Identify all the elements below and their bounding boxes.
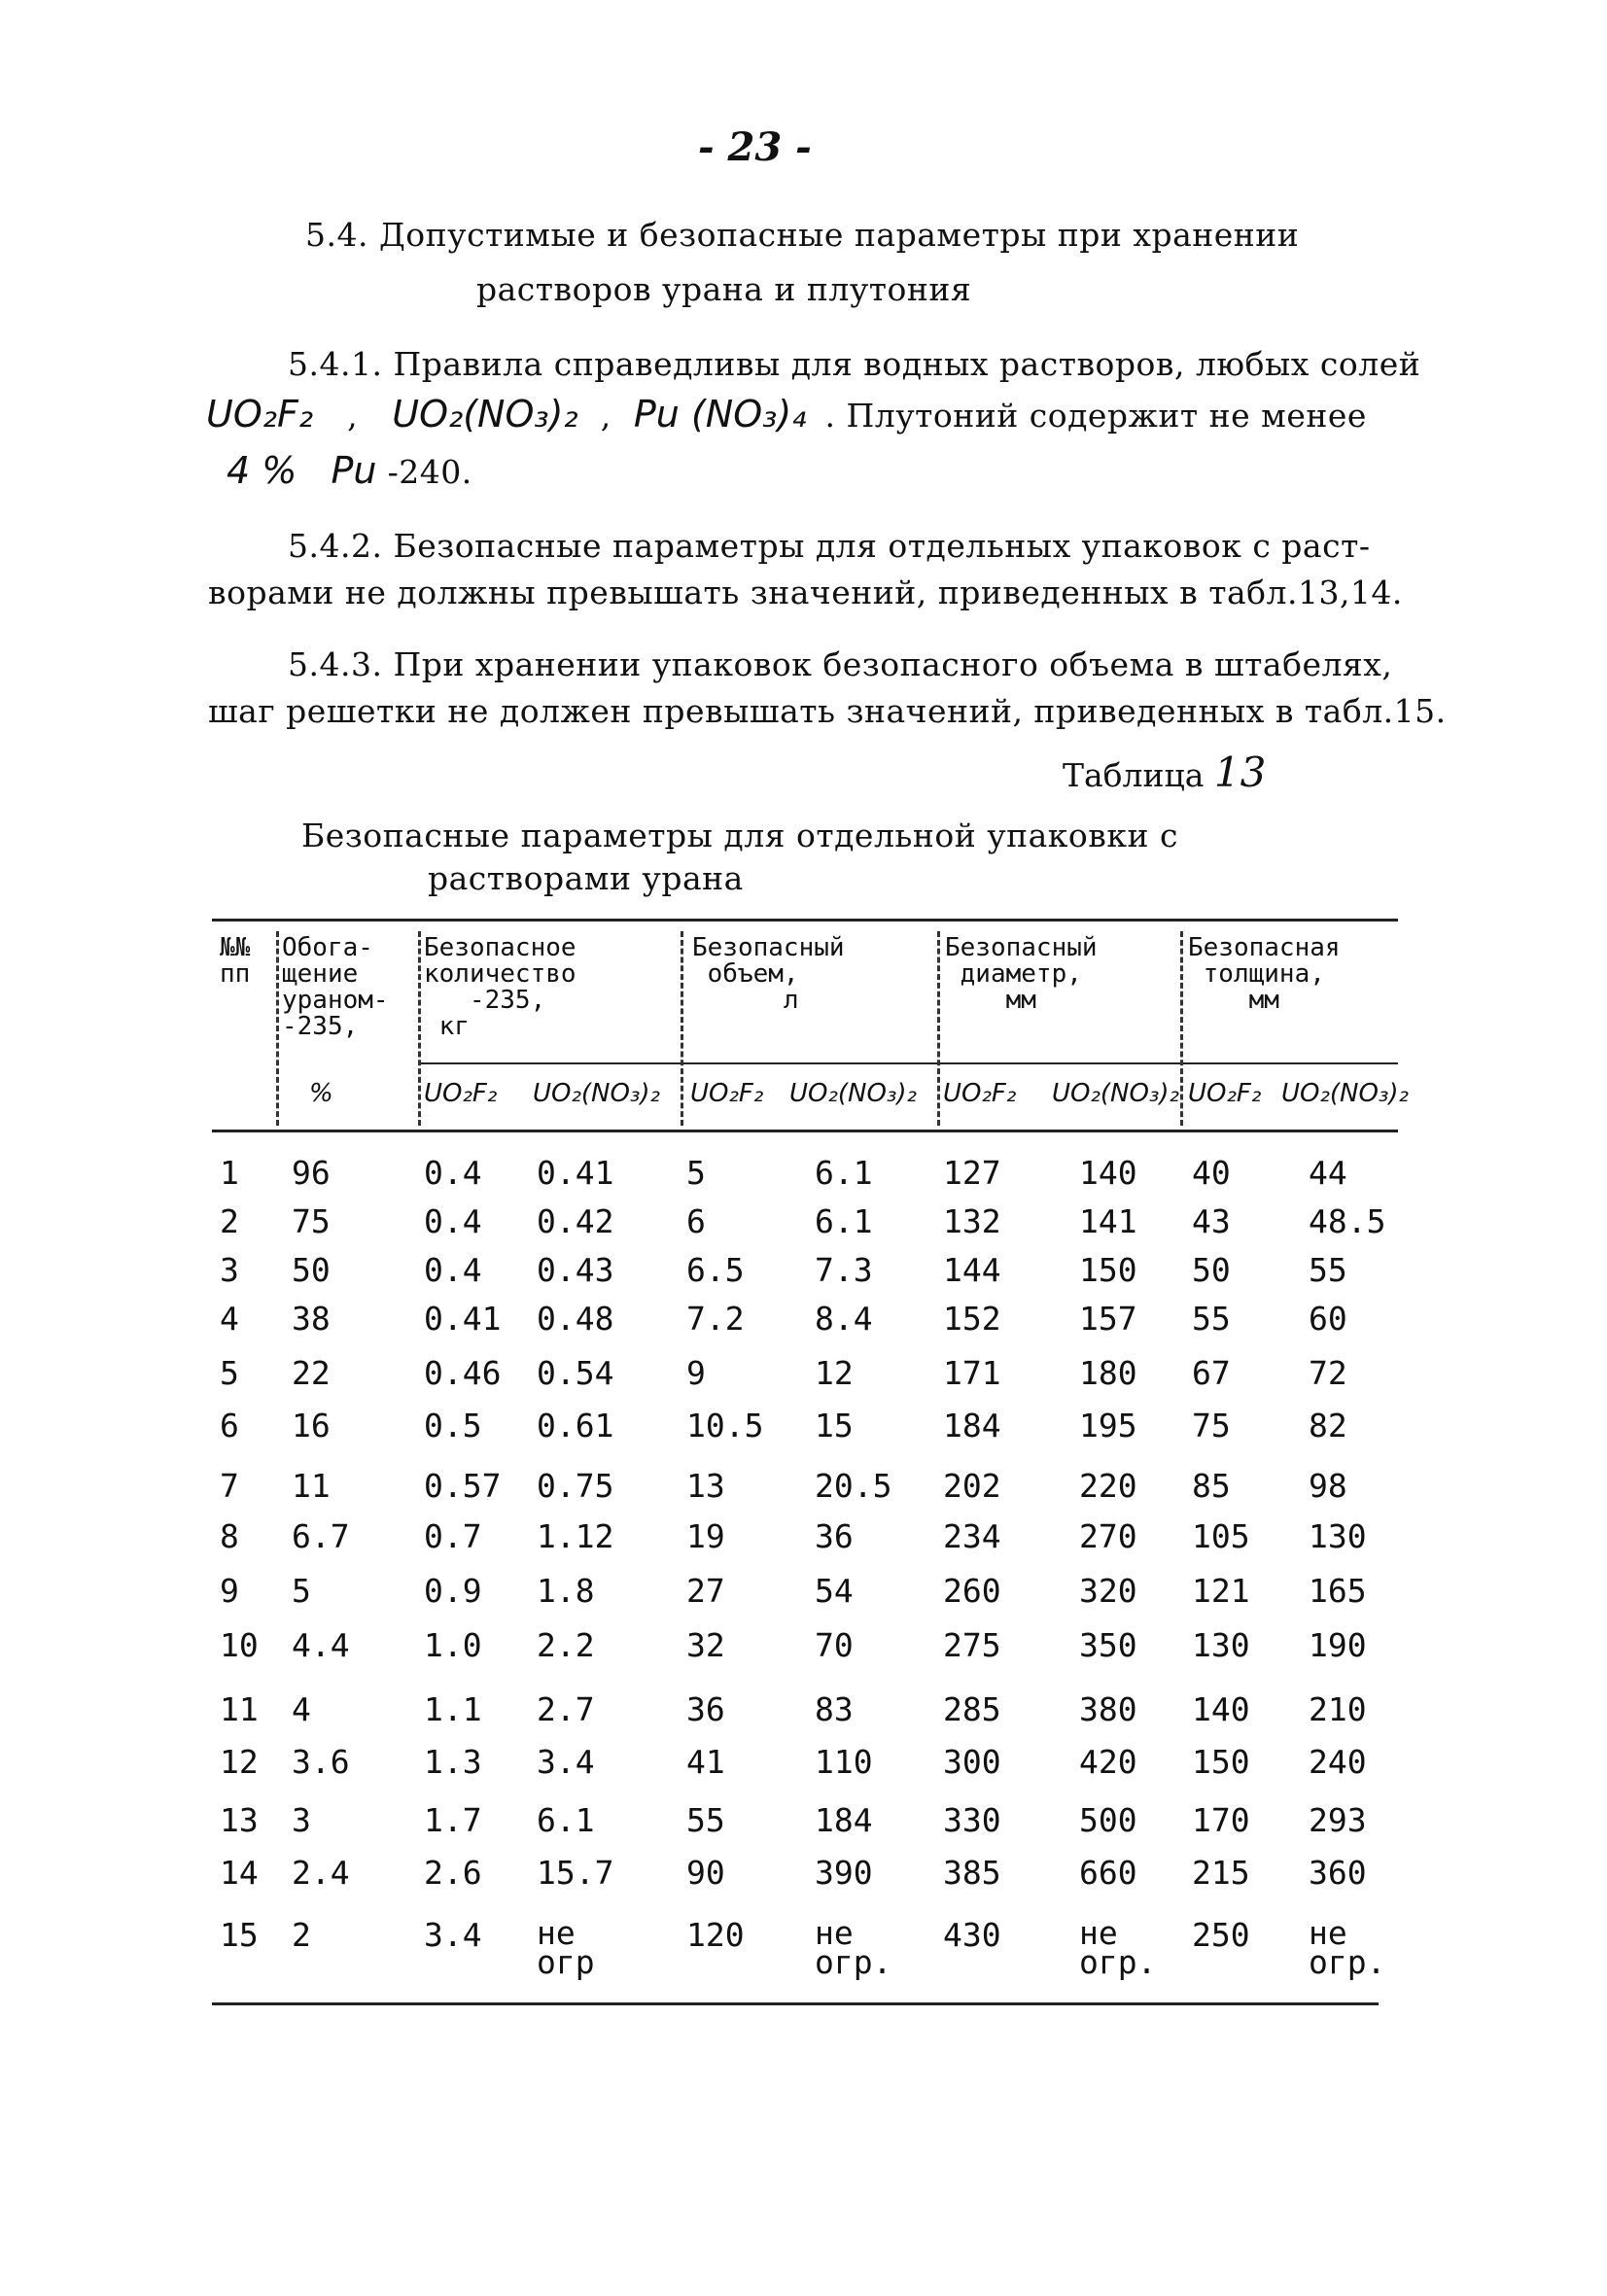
table-col-divider: [276, 931, 279, 1126]
header-row-number: №№ пп: [220, 933, 251, 989]
cell-thick-uo2f2: 75: [1192, 1407, 1231, 1444]
cell-thick-uo2f2: 40: [1192, 1154, 1231, 1192]
cell-diam-uranyl-nitrate: 220: [1079, 1467, 1137, 1505]
cell-thick-uranyl-nitrate: 165: [1309, 1572, 1367, 1610]
cell-qty-uranyl-nitrate: 2.7: [537, 1690, 595, 1728]
table-label: [1063, 748, 1266, 796]
cell-enrichment: 2.4: [292, 1854, 350, 1892]
cell-vol-uranyl-nitrate: 8.4: [815, 1300, 873, 1338]
subheader-uo2f2: UO₂F₂: [690, 1079, 764, 1108]
cell-qty-uo2f2: 1.0: [424, 1626, 482, 1664]
cell-vol-uo2f2: 32: [686, 1626, 725, 1664]
cell-diam-uo2f2: 132: [943, 1202, 1001, 1240]
page-number: - 23 -: [698, 124, 812, 170]
cell-vol-uo2f2: 27: [686, 1572, 725, 1610]
table-col-divider: [681, 931, 683, 1126]
cell-qty-uranyl-nitrate: 0.48: [537, 1300, 614, 1338]
cell-diam-uranyl-nitrate: 150: [1079, 1251, 1137, 1289]
cell-thick-uranyl-nitrate: 82: [1309, 1407, 1347, 1444]
section-title-line-1: 5.4. Допустимые и безопасные параметры при хранении: [305, 216, 1300, 254]
subheader-uranyl-nitrate: UO₂(NO₃)₂: [533, 1079, 660, 1108]
cell-diam-uo2f2: 202: [943, 1467, 1001, 1505]
cell-qty-uranyl-nitrate: 6.1: [537, 1801, 595, 1839]
cell-diam-uranyl-nitrate: 660: [1079, 1854, 1137, 1892]
cell-vol-uo2f2: 41: [686, 1743, 725, 1781]
cell-vol-uranyl-nitrate: 7.3: [815, 1251, 873, 1289]
subheader-uranyl-nitrate: UO₂(NO₃)₂: [789, 1079, 917, 1108]
cell-qty-uo2f2: 0.9: [424, 1572, 482, 1610]
cell-vol-uo2f2: 6: [686, 1202, 706, 1240]
cell-enrichment: 50: [292, 1251, 331, 1289]
cell-enrichment: 3: [292, 1801, 311, 1839]
cell-enrichment: 38: [292, 1300, 331, 1338]
subheader-uo2f2: UO₂F₂: [943, 1079, 1017, 1108]
separator: ,: [347, 397, 359, 435]
formula-uo2f2: UO₂F₂: [206, 393, 314, 435]
cell-diam-uranyl-nitrate: 270: [1079, 1517, 1137, 1555]
cell-vol-uo2f2: 19: [686, 1517, 725, 1555]
cell-qty-uranyl-nitrate: 0.42: [537, 1202, 614, 1240]
table-label-word: Таблица: [1063, 756, 1205, 794]
cell-thick-uo2f2: 121: [1192, 1572, 1250, 1610]
cell-thick-uranyl-nitrate: 190: [1309, 1626, 1367, 1664]
cell-vol-uranyl-nitrate: 20.5: [815, 1467, 892, 1505]
cell-diam-uo2f2: 184: [943, 1407, 1001, 1444]
cell-enrichment: 22: [292, 1354, 331, 1392]
cell-thick-uo2f2: 67: [1192, 1354, 1231, 1392]
para-5-4-1-line-2: [206, 393, 1367, 435]
cell-thick-uo2f2: 140: [1192, 1690, 1250, 1728]
cell-qty-uranyl-nitrate: 0.61: [537, 1407, 614, 1444]
cell-qty-uo2f2: 1.1: [424, 1690, 482, 1728]
cell-qty-uo2f2: 0.46: [424, 1354, 502, 1392]
cell-diam-uo2f2: 430: [943, 1916, 1001, 1954]
cell-diam-uranyl-nitrate: 195: [1079, 1407, 1137, 1444]
table-top-rule: [212, 919, 1398, 922]
subheader-uo2f2: UO₂F₂: [1188, 1079, 1262, 1108]
cell-row-number: 13: [220, 1801, 259, 1839]
cell-diam-uranyl-nitrate: 420: [1079, 1743, 1137, 1781]
cell-enrichment: 3.6: [292, 1743, 350, 1781]
cell-row-number: 3: [220, 1251, 239, 1289]
cell-diam-uranyl-nitrate: 157: [1079, 1300, 1137, 1338]
cell-enrichment: 96: [292, 1154, 331, 1192]
cell-thick-uranyl-nitrate: 210: [1309, 1690, 1367, 1728]
cell-qty-uo2f2: 0.57: [424, 1467, 502, 1505]
cell-diam-uo2f2: 234: [943, 1517, 1001, 1555]
cell-diam-uo2f2: 260: [943, 1572, 1001, 1610]
para-5-4-3-line-1: 5.4.3. При хранении упаковок безопасного объема в штабелях,: [288, 645, 1393, 683]
cell-qty-uo2f2: 0.5: [424, 1407, 482, 1444]
cell-diam-uranyl-nitrate: 500: [1079, 1801, 1137, 1839]
cell-vol-uo2f2: 9: [686, 1354, 706, 1392]
table-label-number: 13: [1213, 748, 1267, 796]
separator: ,: [600, 397, 611, 435]
pu-symbol-handwritten: Pu: [331, 449, 377, 492]
cell-vol-uo2f2: 13: [686, 1467, 725, 1505]
para-5-4-1-line-2-tail: . Плутоний содержит не менее: [824, 397, 1367, 435]
cell-qty-uranyl-nitrate: 0.41: [537, 1154, 614, 1192]
para-5-4-3-line-2: шаг решетки не должен превышать значений, приведенных в табл.15.: [208, 692, 1447, 730]
cell-qty-uo2f2: 1.7: [424, 1801, 482, 1839]
cell-thick-uo2f2: 105: [1192, 1517, 1250, 1555]
cell-qty-uranyl-nitrate: 0.75: [537, 1467, 614, 1505]
cell-qty-uranyl-nitrate: 15.7: [537, 1854, 614, 1892]
cell-diam-uo2f2: 285: [943, 1690, 1001, 1728]
table-subheader-rule: [418, 1062, 1398, 1064]
cell-thick-uo2f2: 55: [1192, 1300, 1231, 1338]
header-safe-volume: Безопасный объем, л: [692, 933, 845, 1015]
cell-vol-uranyl-nitrate: 83: [815, 1690, 854, 1728]
cell-vol-uranyl-nitrate: не огр.: [815, 1914, 892, 1981]
cell-diam-uranyl-nitrate: 180: [1079, 1354, 1137, 1392]
cell-qty-uranyl-nitrate: не огр: [537, 1914, 595, 1981]
table-col-divider: [418, 931, 421, 1126]
cell-row-number: 10: [220, 1626, 259, 1664]
cell-thick-uo2f2: 150: [1192, 1743, 1250, 1781]
para-5-4-2-line-2: ворами не должны превышать значений, приведенных в табл.13,14.: [208, 574, 1403, 611]
cell-vol-uranyl-nitrate: 110: [815, 1743, 873, 1781]
table-col-divider: [937, 931, 940, 1126]
cell-diam-uranyl-nitrate: 350: [1079, 1626, 1137, 1664]
cell-diam-uo2f2: 127: [943, 1154, 1001, 1192]
cell-thick-uranyl-nitrate: 130: [1309, 1517, 1367, 1555]
cell-enrichment: 11: [292, 1467, 331, 1505]
cell-thick-uo2f2: 250: [1192, 1916, 1250, 1954]
table-col-divider: [1180, 931, 1183, 1126]
cell-thick-uo2f2: 85: [1192, 1467, 1231, 1505]
cell-thick-uo2f2: 130: [1192, 1626, 1250, 1664]
table-caption-line-2: растворами урана: [428, 859, 744, 897]
cell-diam-uo2f2: 275: [943, 1626, 1001, 1664]
cell-qty-uo2f2: 0.4: [424, 1251, 482, 1289]
cell-vol-uranyl-nitrate: 184: [815, 1801, 873, 1839]
cell-row-number: 2: [220, 1202, 239, 1240]
cell-enrichment: 2: [292, 1916, 311, 1954]
cell-thick-uranyl-nitrate: 48.5: [1309, 1202, 1386, 1240]
cell-row-number: 7: [220, 1467, 239, 1505]
cell-thick-uranyl-nitrate: 240: [1309, 1743, 1367, 1781]
pu-isotope: -240.: [387, 453, 472, 491]
cell-thick-uranyl-nitrate: 293: [1309, 1801, 1367, 1839]
cell-row-number: 15: [220, 1916, 259, 1954]
cell-thick-uranyl-nitrate: 44: [1309, 1154, 1347, 1192]
cell-enrichment: 4.4: [292, 1626, 350, 1664]
pu-fraction-handwritten: 4 %: [227, 449, 297, 492]
subheader-uo2f2: UO₂F₂: [424, 1079, 498, 1108]
cell-diam-uranyl-nitrate: не огр.: [1079, 1914, 1157, 1981]
cell-qty-uo2f2: 3.4: [424, 1916, 482, 1954]
cell-vol-uranyl-nitrate: 6.1: [815, 1202, 873, 1240]
cell-enrichment: 6.7: [292, 1517, 350, 1555]
cell-qty-uranyl-nitrate: 1.8: [537, 1572, 595, 1610]
cell-diam-uranyl-nitrate: 141: [1079, 1202, 1137, 1240]
cell-vol-uo2f2: 10.5: [686, 1407, 764, 1444]
table-bottom-rule: [212, 2002, 1379, 2005]
para-5-4-1-line-1: 5.4.1. Правила справедливы для водных растворов, любых солей: [288, 345, 1421, 383]
cell-qty-uo2f2: 1.3: [424, 1743, 482, 1781]
cell-vol-uo2f2: 6.5: [686, 1251, 745, 1289]
cell-diam-uranyl-nitrate: 320: [1079, 1572, 1137, 1610]
cell-diam-uranyl-nitrate: 140: [1079, 1154, 1137, 1192]
cell-vol-uo2f2: 90: [686, 1854, 725, 1892]
cell-qty-uo2f2: 0.4: [424, 1154, 482, 1192]
table-caption-line-1: Безопасные параметры для отдельной упаковки с: [301, 817, 1178, 854]
cell-vol-uranyl-nitrate: 54: [815, 1572, 854, 1610]
cell-enrichment: 75: [292, 1202, 331, 1240]
cell-vol-uo2f2: 7.2: [686, 1300, 745, 1338]
subheader-uranyl-nitrate: UO₂(NO₃)₂: [1281, 1079, 1409, 1108]
cell-vol-uranyl-nitrate: 15: [815, 1407, 854, 1444]
cell-vol-uo2f2: 36: [686, 1690, 725, 1728]
cell-qty-uranyl-nitrate: 3.4: [537, 1743, 595, 1781]
cell-vol-uranyl-nitrate: 12: [815, 1354, 854, 1392]
cell-thick-uranyl-nitrate: 72: [1309, 1354, 1347, 1392]
cell-row-number: 12: [220, 1743, 259, 1781]
cell-diam-uo2f2: 144: [943, 1251, 1001, 1289]
header-safe-thickness: Безопасная толщина, мм: [1188, 933, 1341, 1015]
cell-row-number: 8: [220, 1517, 239, 1555]
cell-thick-uranyl-nitrate: 60: [1309, 1300, 1347, 1338]
cell-qty-uranyl-nitrate: 0.43: [537, 1251, 614, 1289]
cell-thick-uo2f2: 170: [1192, 1801, 1250, 1839]
cell-qty-uo2f2: 2.6: [424, 1854, 482, 1892]
cell-qty-uo2f2: 0.4: [424, 1202, 482, 1240]
cell-diam-uranyl-nitrate: 380: [1079, 1690, 1137, 1728]
cell-thick-uo2f2: 43: [1192, 1202, 1231, 1240]
cell-diam-uo2f2: 300: [943, 1743, 1001, 1781]
section-title-line-2: растворов урана и плутония: [476, 270, 972, 308]
header-safe-quantity: Безопасное количество -235, кг: [424, 933, 576, 1041]
cell-vol-uo2f2: 120: [686, 1916, 745, 1954]
cell-row-number: 1: [220, 1154, 239, 1192]
cell-row-number: 5: [220, 1354, 239, 1392]
cell-row-number: 6: [220, 1407, 239, 1444]
cell-thick-uranyl-nitrate: не огр.: [1309, 1914, 1386, 1981]
cell-diam-uo2f2: 152: [943, 1300, 1001, 1338]
formula-uranyl-nitrate: UO₂(NO₃)₂: [392, 393, 578, 435]
cell-row-number: 11: [220, 1690, 259, 1728]
cell-diam-uo2f2: 385: [943, 1854, 1001, 1892]
cell-thick-uranyl-nitrate: 98: [1309, 1467, 1347, 1505]
cell-thick-uranyl-nitrate: 55: [1309, 1251, 1347, 1289]
cell-qty-uo2f2: 0.7: [424, 1517, 482, 1555]
cell-vol-uranyl-nitrate: 70: [815, 1626, 854, 1664]
cell-vol-uo2f2: 55: [686, 1801, 725, 1839]
cell-qty-uranyl-nitrate: 0.54: [537, 1354, 614, 1392]
header-enrichment: Обога- щение ураном- -235,: [282, 933, 389, 1041]
cell-row-number: 14: [220, 1854, 259, 1892]
cell-vol-uo2f2: 5: [686, 1154, 706, 1192]
cell-qty-uranyl-nitrate: 2.2: [537, 1626, 595, 1664]
subheader-uranyl-nitrate: UO₂(NO₃)₂: [1052, 1079, 1179, 1108]
cell-vol-uranyl-nitrate: 6.1: [815, 1154, 873, 1192]
cell-row-number: 4: [220, 1300, 239, 1338]
cell-qty-uo2f2: 0.41: [424, 1300, 502, 1338]
header-safe-diameter: Безопасный диаметр, мм: [945, 933, 1098, 1015]
header-enrichment-unit: %: [309, 1079, 333, 1108]
cell-enrichment: 4: [292, 1690, 311, 1728]
cell-vol-uranyl-nitrate: 36: [815, 1517, 854, 1555]
para-5-4-2-line-1: 5.4.2. Безопасные параметры для отдельных упаковок с раст-: [288, 527, 1371, 565]
cell-qty-uranyl-nitrate: 1.12: [537, 1517, 614, 1555]
cell-diam-uo2f2: 330: [943, 1801, 1001, 1839]
cell-thick-uo2f2: 215: [1192, 1854, 1250, 1892]
cell-diam-uo2f2: 171: [943, 1354, 1001, 1392]
table-header-rule: [212, 1130, 1398, 1132]
cell-row-number: 9: [220, 1572, 239, 1610]
para-5-4-1-line-3: [227, 449, 472, 492]
cell-enrichment: 5: [292, 1572, 311, 1610]
formula-plutonium-nitrate: Pu (NO₃)₄: [633, 393, 807, 435]
cell-enrichment: 16: [292, 1407, 331, 1444]
cell-vol-uranyl-nitrate: 390: [815, 1854, 873, 1892]
cell-thick-uo2f2: 50: [1192, 1251, 1231, 1289]
cell-thick-uranyl-nitrate: 360: [1309, 1854, 1367, 1892]
